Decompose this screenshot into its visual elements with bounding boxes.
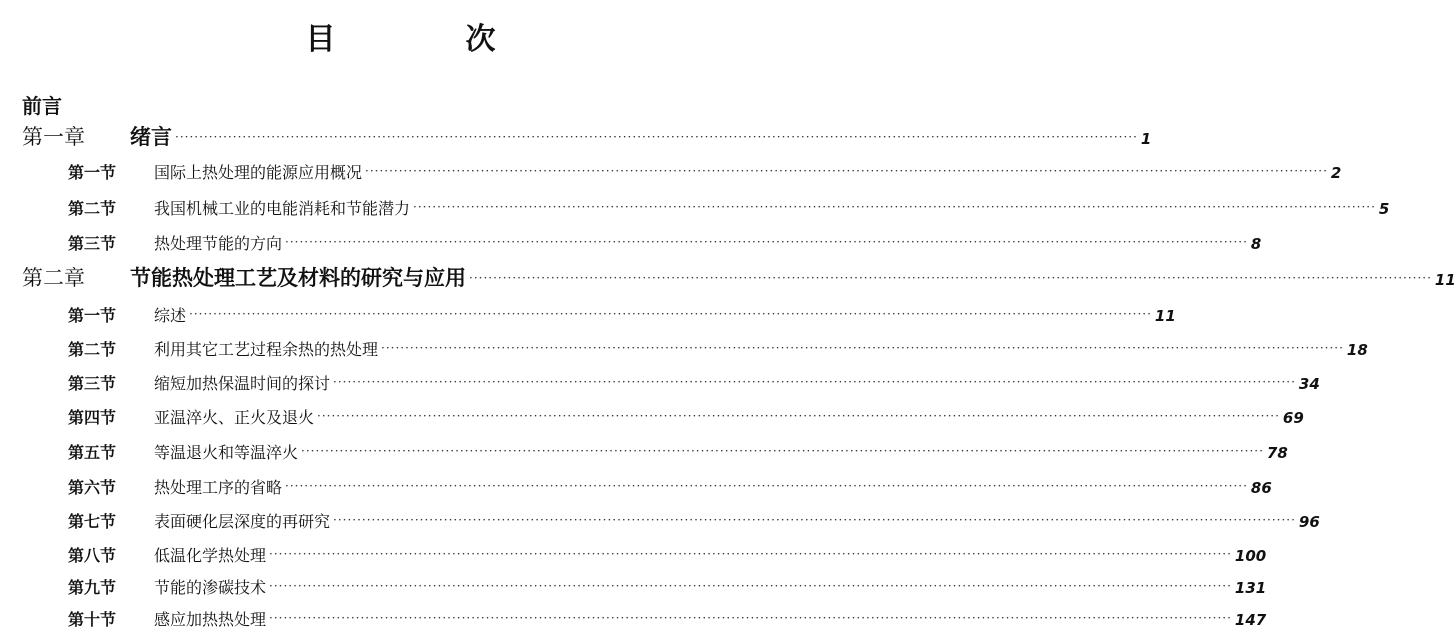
dot-leader: ········································································································································································································: [269, 547, 1232, 561]
entry-title: 利用其它工艺过程余热的热处理: [154, 340, 379, 359]
dot-leader: ········································································································································································································: [469, 271, 1432, 285]
toc-section-row: [68, 160, 1342, 183]
entry-page: 11: [1154, 307, 1176, 325]
entry-number: 第六节: [68, 478, 117, 497]
entry-page: 5: [1378, 200, 1390, 218]
entry-title: 等温退火和等温淬火: [154, 443, 299, 462]
toc-section-row: [68, 509, 1320, 532]
entry-number: 第十节: [68, 610, 117, 629]
toc-section-row: [68, 196, 1390, 219]
entry-title: 综述: [154, 306, 187, 325]
entry-number: 第四节: [68, 408, 117, 427]
dot-leader: ········································································································································································································: [317, 409, 1280, 423]
dot-leader: ········································································································································································································: [189, 307, 1152, 321]
dot-leader: ········································································································································································································: [285, 479, 1248, 493]
entry-title: 热处理工序的省略: [154, 478, 283, 497]
entry-page: 18: [1346, 341, 1368, 359]
entry-title: 绪言: [130, 124, 172, 149]
entry-page: 100: [1234, 547, 1267, 565]
toc-section-row: [68, 337, 1368, 360]
dot-leader: ········································································································································································································: [333, 375, 1296, 389]
toc-chapter-row: [22, 121, 1152, 151]
toc-section-row: [68, 575, 1267, 598]
dot-leader: ········································································································································································································: [333, 513, 1296, 527]
entry-number: 第八节: [68, 546, 117, 565]
preface-entry: 前言: [22, 94, 62, 118]
dot-leader: ········································································································································································································: [269, 579, 1232, 593]
entry-page: 69: [1282, 409, 1304, 427]
toc-section-row: [68, 543, 1267, 566]
page-title: 目 次: [305, 22, 546, 57]
entry-title: 节能的渗碳技术: [154, 578, 267, 597]
toc-section-row: [68, 371, 1320, 394]
dot-leader: ········································································································································································································: [413, 200, 1376, 214]
toc-section-row: [68, 440, 1288, 463]
entry-page: 131: [1234, 579, 1267, 597]
entry-page: 34: [1298, 375, 1320, 393]
toc-chapter-row: [22, 262, 1456, 292]
entry-page: 86: [1250, 479, 1272, 497]
entry-page: 78: [1266, 444, 1288, 462]
dot-leader: ········································································································································································································: [301, 444, 1264, 458]
entry-number: 第三节: [68, 374, 117, 393]
entry-number: 第七节: [68, 512, 117, 531]
toc-section-row: [68, 475, 1272, 498]
entry-title: 亚温淬火、正火及退火: [154, 408, 315, 427]
dot-leader: ········································································································································································································: [285, 235, 1248, 249]
entry-title: 我国机械工业的电能消耗和节能潜力: [154, 199, 411, 218]
toc-section-row: [68, 607, 1267, 630]
entry-title: 国际上热处理的能源应用概况: [154, 163, 363, 182]
entry-page: 2: [1330, 164, 1342, 182]
entry-page: 11: [1434, 271, 1456, 289]
entry-title: 感应加热热处理: [154, 610, 267, 629]
entry-title: 表面硬化层深度的再研究: [154, 512, 331, 531]
toc-section-row: [68, 231, 1262, 254]
entry-number: 第一章: [22, 125, 85, 149]
entry-number: 第一节: [68, 306, 117, 325]
entry-page: 96: [1298, 513, 1320, 531]
toc-section-row: [68, 405, 1304, 428]
dot-leader: ········································································································································································································: [365, 164, 1328, 178]
entry-page: 1: [1140, 130, 1152, 148]
entry-number: 第一节: [68, 163, 117, 182]
entry-number: 第三节: [68, 234, 117, 253]
entry-number: 第二章: [22, 266, 85, 290]
entry-title: 节能热处理工艺及材料的研究与应用: [130, 265, 466, 290]
dot-leader: ········································································································································································································: [175, 130, 1138, 144]
entry-number: 第二节: [68, 340, 117, 359]
toc-section-row: [68, 303, 1176, 326]
entry-title: 低温化学热处理: [154, 546, 267, 565]
entry-page: 8: [1250, 235, 1262, 253]
entry-number: 第二节: [68, 199, 117, 218]
entry-page: 147: [1234, 611, 1267, 629]
entry-number: 第五节: [68, 443, 117, 462]
entry-title: 缩短加热保温时间的探讨: [154, 374, 331, 393]
dot-leader: ········································································································································································································: [381, 341, 1344, 355]
entry-title: 热处理节能的方向: [154, 234, 283, 253]
entry-number: 第九节: [68, 578, 117, 597]
dot-leader: ········································································································································································································: [269, 611, 1232, 625]
